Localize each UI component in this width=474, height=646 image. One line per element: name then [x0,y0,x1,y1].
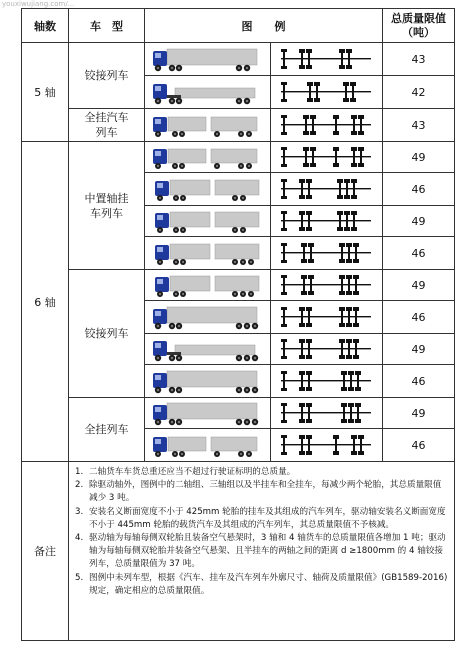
mass-limit-cell [383,43,455,76]
header-axles: 轴数 [22,9,69,43]
mass-limit-cell [383,334,455,365]
axle-diagram [271,365,383,398]
note-text: 图例中未列车型，根据《汽车、挂车及汽车列车外廓尺寸、轴荷及质量限值》(GB1589-2016) 规定，确定相应的总质量限值。 [89,572,448,596]
axle-diagram [271,270,383,301]
mass-limit: 46 [411,182,426,196]
mass-limit: 49 [411,214,426,228]
vehicle-type: 全挂列车 [84,423,129,436]
axle-count: 6 轴 [34,295,56,309]
vehicle-illustration [145,206,271,237]
note-item [75,506,448,532]
vehicle-type-cell [69,142,145,270]
vehicle-illustration [145,237,271,270]
mass-limit: 49 [411,342,426,356]
axle-diagram [271,43,383,76]
note-number: 5. [75,572,84,583]
table-row [22,270,455,301]
notes-cell [69,462,455,641]
mass-limit: 49 [411,278,426,292]
axle-diagram [271,206,383,237]
mass-limit: 46 [411,246,426,260]
axle-count-cell [22,43,69,142]
mass-limit: 42 [411,85,426,99]
vehicle-illustration [145,365,271,398]
axle-count: 5 轴 [34,86,56,99]
vehicle-type: 铰接列车 [84,327,129,340]
note-text: 驱动轴为每轴每侧双轮胎且装备空气悬架时，3 轴和 4 轴货车的总质量限值各增加 1 吨；驱动轴为每轴每侧双轮胎并装备空气悬架、且半挂车的两轴之间的距离 d ≥1800mm 的 4 轴铰接列车，总质量限值为 37 吨。 [89,533,446,570]
mass-limit-cell [383,109,455,142]
axle-diagram [271,142,383,173]
mass-limit-cell [383,237,455,270]
vehicle-illustration [145,109,271,142]
axle-mass-limit-table [21,8,455,641]
note-text: 除驱动轴外，图例中的二轴组、三轴组以及半挂车和全挂车，每减少两个轮胎，其总质量限值减少 3 吨。 [89,480,442,504]
axle-diagram [271,398,383,429]
header-figure: 图 例 [145,9,383,43]
note-number: 2. [75,480,84,491]
vehicle-illustration [145,429,271,462]
mass-limit: 46 [411,374,426,388]
note-item [75,479,448,505]
vehicle-illustration [145,270,271,301]
vehicle-type-cell [69,398,145,462]
watermark: youxiwujiang.com/... [2,0,75,8]
vehicle-type-cell [69,109,145,142]
table-row [22,109,455,142]
note-number: 3. [75,506,84,517]
note-number: 1. [75,467,84,477]
note-item [75,532,448,572]
vehicle-type-cell [69,270,145,398]
mass-limit-cell [383,76,455,109]
header-type: 车 型 [69,9,145,43]
vehicle-illustration [145,43,271,76]
vehicle-illustration [145,76,271,109]
notes-row [22,462,455,641]
vehicle-type-cell [69,43,145,109]
axle-diagram [271,173,383,206]
mass-limit-cell [383,429,455,462]
mass-limit-cell [383,270,455,301]
vehicle-type: 全挂汽车列车 [84,111,129,139]
table-row [22,142,455,173]
note-number: 4. [75,533,84,544]
header-row [22,9,455,43]
axle-count-cell [22,142,69,462]
mass-limit-cell [383,301,455,334]
mass-limit: 46 [411,310,426,324]
vehicle-illustration [145,334,271,365]
mass-limit-cell [383,365,455,398]
axle-diagram [271,301,383,334]
mass-limit-cell [383,206,455,237]
table-row [22,43,455,76]
note-text: 二轴货车车货总重还应当不超过行驶证标明的总质量。 [89,467,296,477]
vehicle-illustration [145,142,271,173]
axle-diagram [271,429,383,462]
mass-limit-cell [383,142,455,173]
mass-limit: 49 [411,150,426,164]
note-item [75,466,448,479]
header-mass [383,9,455,43]
mass-limit: 46 [411,438,426,452]
note-text: 安装名义断面宽度不小于 425mm 轮胎的挂车及其组成的汽车列车，驱动轴安装名义断面宽度不小于 445mm 轮胎的载货汽车及其组成的汽车列车，其总质量限值不予核减。 [89,506,446,530]
mass-limit: 43 [411,118,426,132]
axle-diagram [271,334,383,365]
vehicle-illustration [145,173,271,206]
axle-diagram [271,237,383,270]
vehicle-illustration [145,301,271,334]
note-item [75,572,448,598]
header-mass-label: 总质量限值（吨） [391,11,446,39]
vehicle-type: 铰接列车 [84,69,129,82]
table-row [22,398,455,429]
notes-label-cell [22,462,69,641]
mass-limit: 49 [411,406,426,420]
axle-diagram [271,76,383,109]
vehicle-type: 中置轴挂车列车 [84,191,129,220]
notes-label: 备注 [34,545,56,558]
axle-diagram [271,109,383,142]
mass-limit: 43 [411,52,426,66]
vehicle-illustration [145,398,271,429]
mass-limit-cell [383,398,455,429]
mass-limit-cell [383,173,455,206]
